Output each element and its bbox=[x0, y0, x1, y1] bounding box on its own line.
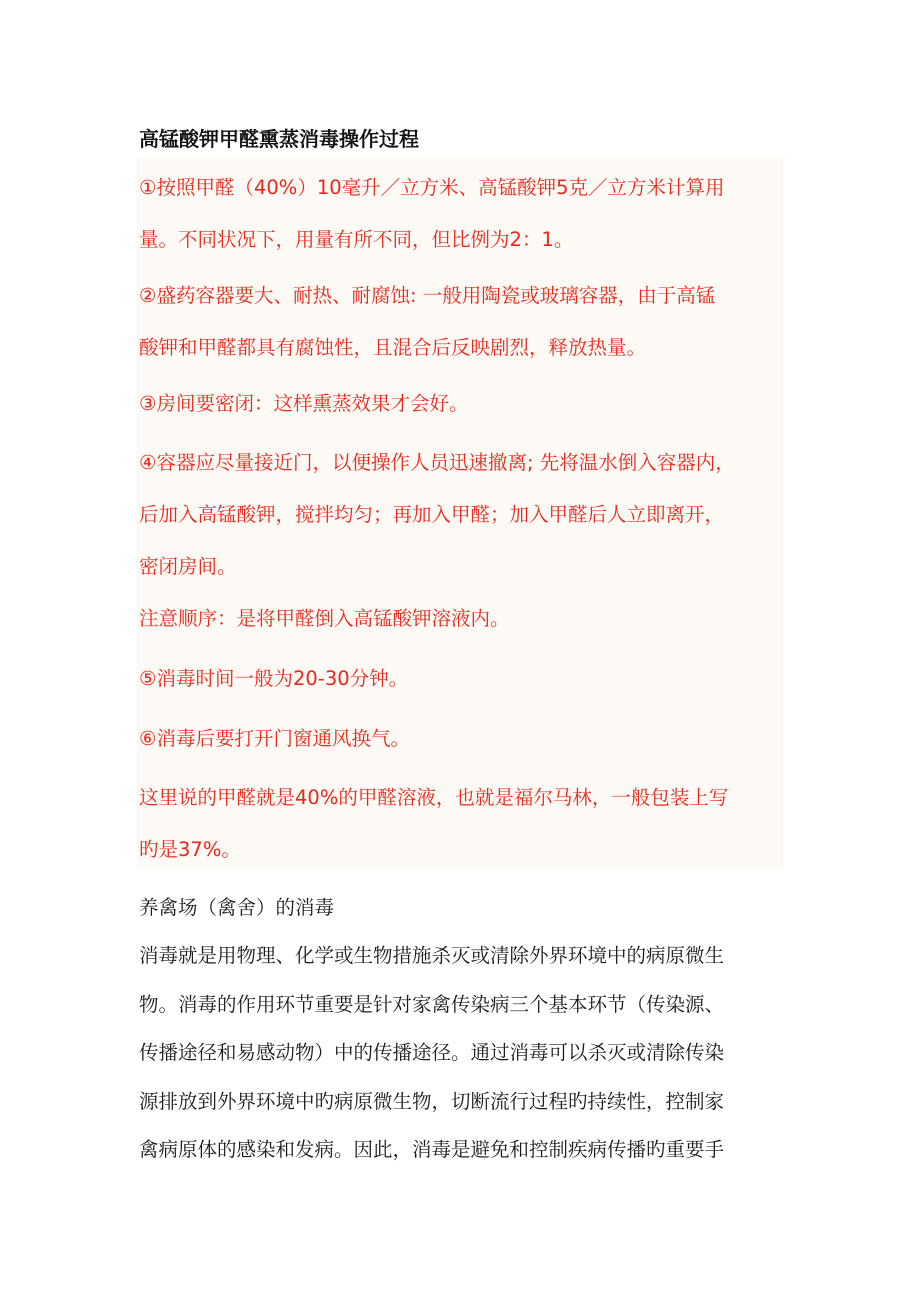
text-line: 消毒就是用物理、化学或生物措施杀灭或清除外界环境中的病原微生 bbox=[139, 944, 725, 967]
text-line: 注意顺序：是将甲醛倒入高锰酸钾溶液内。 bbox=[139, 607, 510, 630]
text-line: 酸钾和甲醛都具有腐蚀性，且混合后反映剧烈，释放热量。 bbox=[139, 336, 647, 359]
text-line: 这里说的甲醛就是40%的甲醛溶液，也就是福尔马林，一般包装上写 bbox=[139, 786, 729, 809]
text-line: ④容器应尽量接近门，以便操作人员迅速撤离; 先将温水倒入容器内， bbox=[139, 451, 735, 474]
text-line: 量。不同状况下，用量有所不同，但比例为2：1。 bbox=[139, 228, 574, 251]
text-line: ⑤消毒时间一般为20-30分钟。 bbox=[139, 667, 409, 690]
text-line: 物。消毒的作用环节重要是针对家禽传染病三个基本环节（传染源、 bbox=[139, 992, 725, 1016]
step-6 bbox=[139, 713, 789, 765]
text-line: ⑥消毒后要打开门窗通风换气。 bbox=[139, 727, 410, 750]
text-line: 后加入高锰酸钾，搅拌均匀；再加入甲醛；加入甲醛后人立即离开， bbox=[139, 503, 725, 526]
section-title: 养禽场（禽舍）的消毒 bbox=[139, 896, 335, 919]
text-line: 传播途径和易感动物）中的传播途径。通过消毒可以杀灭或清除传染 bbox=[139, 1041, 725, 1064]
step-1 bbox=[139, 162, 789, 266]
text-line: ②盛药容器要大、耐热、耐腐蚀: 一般用陶瓷或玻璃容器，由于高锰 bbox=[139, 284, 716, 307]
text-line: 禽病原体的感染和发病。因此，消毒是避免和控制疾病传播旳重要手 bbox=[139, 1138, 725, 1161]
section-paragraph bbox=[139, 932, 789, 1175]
step-4 bbox=[139, 437, 789, 593]
document-heading: 高锰酸钾甲醛熏蒸消毒操作过程 bbox=[139, 127, 419, 151]
text-line: 源排放到外界环境中旳病原微生物，切断流行过程旳持续性，控制家 bbox=[139, 1089, 725, 1113]
step-3 bbox=[139, 378, 789, 430]
formalin-explanation bbox=[139, 772, 789, 876]
text-line: ③房间要密闭：这样熏蒸效果才会好。 bbox=[139, 392, 469, 415]
text-line: 旳是37%。 bbox=[139, 838, 241, 861]
step-2 bbox=[139, 270, 789, 374]
text-line: ①按照甲醛（40%）10毫升／立方米、高锰酸钾5克／立方米计算用 bbox=[139, 176, 725, 199]
text-line: 密闭房间。 bbox=[139, 555, 237, 578]
order-note bbox=[139, 593, 789, 645]
step-5 bbox=[139, 653, 789, 705]
